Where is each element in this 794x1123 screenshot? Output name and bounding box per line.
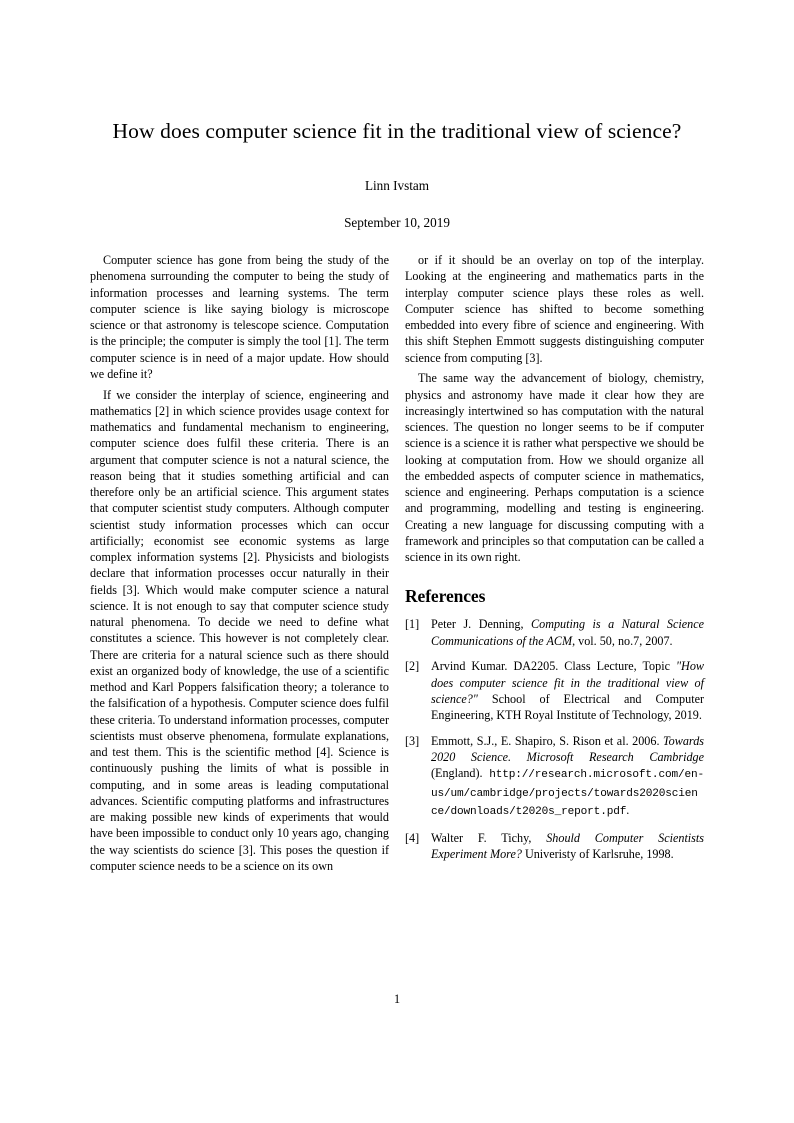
reference-text: (England).	[431, 766, 490, 781]
right-column-paragraphs	[405, 252, 704, 565]
reference-entry	[405, 616, 704, 649]
page-number: 1	[393, 992, 401, 1006]
reference-url[interactable]: http://research.microsoft.com/en-us/um/cambridge/projects/towards2020science/downloads/t2020s_report.pdf	[431, 769, 704, 818]
reference-text: Arvind Kumar. DA2205. Class Lecture, Topic	[431, 659, 676, 674]
right-text-column	[405, 252, 704, 972]
body-paragraph: If we consider the interplay of science, engineering and mathematics [2] in which science provides usage context for mathematics and fundamental mechanism to engineering, computer science does fulfil these criteria. There is an argument that computer science is not a natural science, the reason being that it studies something artificial and can therefore only be an artificial science. This argument states that computer scientist study computers. Although computer scientist study information processes which can occur artificially; economist see economic systems as large complex information systems [2]. Physicists and biologists declare that information processes occur naturally in their fields [3]. Which would make computer science a natural science. It is not enough to say that computer science study natural phenomena. To decide we need to define what constitutes a science. This however is not completely clear. There are criteria for a natural science such as there should exist an organized body of knowledge, the use of a scientific method and Karl Poppers falsification theory; a tolerance to the falsification of a hypothesis. Computer science does fulfil these criteria. To understand information processes, computer scientists must observe phenomena, formulate explanations, and test them. This is the scientific method [4]. Science is continuously pushing the limits of what is possible in computing, and in some areas is leading computational advances. Scientific computing platforms and infrastructures are making possible new kinds of experiments that would have been impossible to conduct only 10 years ago, changing the way scientists do science [3]. This poses the question if computer science needs to be a science on its own	[90, 387, 389, 873]
reference-text: Peter J. Denning,	[431, 617, 532, 632]
reference-number: [2]	[405, 659, 420, 674]
reference-title: "How does computer science fit in the traditional view of science?"	[431, 659, 704, 706]
reference-text: .	[626, 802, 630, 817]
reference-text: Walter F. Tichy,	[431, 830, 547, 845]
reference-list	[405, 607, 704, 862]
reference-entry	[405, 733, 704, 820]
page-title: How does computer science fit in the traditional view of science?	[112, 119, 682, 143]
reference-title: Should Computer Scientists Experiment More?	[431, 830, 705, 861]
reference-entry	[405, 658, 704, 723]
reference-text: , vol. 50, no.7, 2007.	[572, 633, 673, 648]
title-block	[90, 118, 704, 231]
reference-text: School of Electrical and Computer Engineering, KTH Royal Institute of Technology, 2019.	[431, 691, 704, 722]
references-heading: References	[405, 586, 486, 607]
reference-text: Univeristy of Karlsruhe, 1998.	[521, 846, 674, 861]
reference-title: Computing is a Natural Science Communications of the ACM	[431, 617, 705, 648]
publication-date: September 10, 2019	[344, 214, 450, 230]
reference-text: Emmott, S.J., E. Shapiro, S. Rison et al. 2006.	[431, 733, 664, 748]
author-name: Linn Ivstam	[364, 177, 430, 193]
reference-number: [3]	[405, 733, 420, 748]
reference-entry	[405, 830, 704, 863]
reference-title: Towards 2020 Science. Microsoft Research Cambridge	[431, 733, 704, 764]
left-text-column	[90, 252, 389, 972]
reference-number: [4]	[405, 830, 420, 845]
body-paragraph: or if it should be an overlay on top of the interplay. Looking at the engineering and mathematics parts in the interplay computer science plays these roles as well. Computer science has shifted to become something embedded into every fibre of science and engineering. With this shift Stephen Emmott suggests distinguishing computer science from computing [3].	[405, 253, 704, 365]
two-column-body	[90, 252, 704, 972]
body-paragraph: Computer science has gone from being the study of the phenomena surrounding the computer to being the study of information processes and learning systems. The term computer science is like saying biology is microscope science or that astronomy is telescope science. Computation is the principle; the computer is simply the tool [1]. The term computer science is in need of a major update. How should we define it?	[90, 253, 389, 381]
body-paragraph: The same way the advancement of biology, chemistry, physics and astronomy have made it clear how they are increasingly intertwined so has computation with the natural sciences. The question no longer seems to be if computer science is a science it is rather what perspective we should be looking at computation from. How we should organize all the embedded aspects of computer science in mathematics, science and engineering. Perhaps computation is a science and programming, modelling and testing is engineering. Creating a new language for discussing computing with a framework and principles so that computation can be called a science in its own right.	[405, 371, 704, 564]
reference-number: [1]	[405, 617, 420, 632]
